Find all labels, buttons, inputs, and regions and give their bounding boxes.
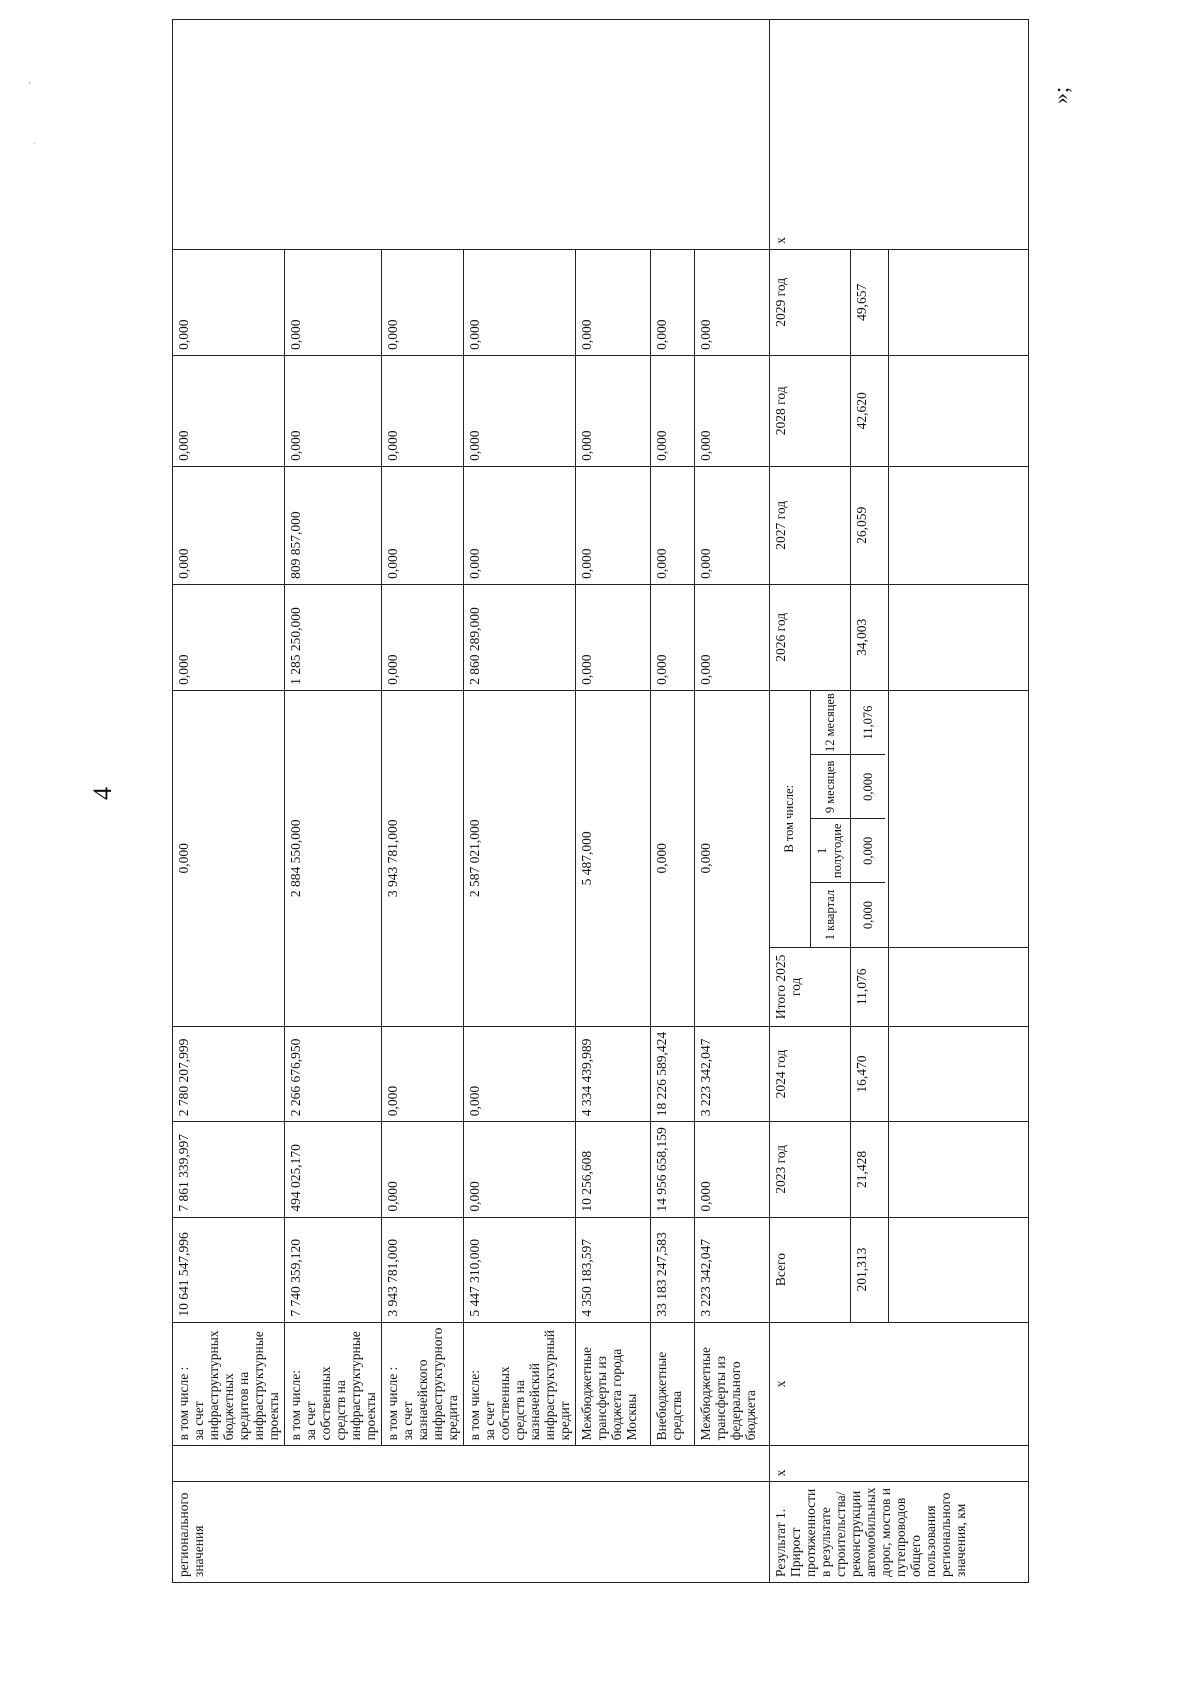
column-header: 9 месяцев xyxy=(810,755,850,819)
blank-cell xyxy=(889,690,1029,947)
mark-cell: x xyxy=(770,19,1029,249)
value-cell: 5 447 310,000 xyxy=(464,1217,576,1322)
value-cell: 3 943 781,000 xyxy=(382,690,464,1026)
table-row xyxy=(382,19,464,1582)
result-name-cell: Результат 1. Прирост протяженности в результате строительства/ реконструкции автомобильных дорог, мостов и путепроводов общего пользования регионального значения, км xyxy=(770,1482,1029,1583)
column-header: В том числе: xyxy=(770,691,810,947)
value-cell: 0,000 xyxy=(464,1122,576,1217)
source-cell: в том числе : за счет казначейского инфраструктурного кредита xyxy=(382,1322,464,1446)
column-header: 2027 год xyxy=(770,466,851,584)
value-cell: 0,000 xyxy=(695,1122,770,1217)
value-cell: 0,000 xyxy=(695,690,770,1026)
value-cell: 0,000 xyxy=(695,249,770,355)
column-header: 12 месяцев xyxy=(810,691,850,755)
value-cell: 3 943 781,000 xyxy=(382,1217,464,1322)
value-cell: 16,470 xyxy=(851,1026,889,1121)
value-cell: 3 223 342,047 xyxy=(695,1217,770,1322)
value-cell: 4 334 439,989 xyxy=(576,1026,651,1121)
value-cell: 0,000 xyxy=(382,249,464,355)
value-cell: 10 256,608 xyxy=(576,1122,651,1217)
blank-cell xyxy=(889,1217,1029,1322)
value-cell: 0,000 xyxy=(695,584,770,690)
value-cell: 0,000 xyxy=(173,466,285,584)
value-cell: 0,000 xyxy=(695,355,770,466)
source-cell: в том числе: за счет собственных средств на инфраструктурные проекты xyxy=(285,1322,382,1446)
source-cell: Межбюджетные трансферты из федерального бюджета xyxy=(695,1322,770,1446)
value-cell: 0,000 xyxy=(851,755,885,819)
table-row xyxy=(173,19,285,1582)
source-cell: в том числе : за счет инфраструктурных бюджетных кредитов на инфраструктурные проекты xyxy=(173,1322,285,1446)
mark-cell: x xyxy=(770,1322,1029,1446)
column-header: 2024 год xyxy=(770,1026,851,1121)
budget-table xyxy=(172,19,1029,1583)
blank-cell xyxy=(889,584,1029,690)
column-header: 2026 год xyxy=(770,584,851,690)
value-cell: 0,000 xyxy=(285,249,382,355)
value-cell: 0,000 xyxy=(651,249,695,355)
value-cell: 0,000 xyxy=(851,819,885,883)
value-cell: 0,000 xyxy=(651,466,695,584)
column-header: 2029 год xyxy=(770,249,851,355)
value-cell: 0,000 xyxy=(382,1122,464,1217)
column-header: 2023 год xyxy=(770,1122,851,1217)
blank-cell xyxy=(889,466,1029,584)
column-header: 2028 год xyxy=(770,355,851,466)
blank-cell xyxy=(889,947,1029,1026)
rotated-page-content xyxy=(0,3,1100,1643)
value-cell: 7 740 359,120 xyxy=(285,1217,382,1322)
value-cell: 0,000 xyxy=(382,466,464,584)
value-cell: 0,000 xyxy=(576,355,651,466)
value-cell: 11,076 xyxy=(851,691,885,755)
closing-quote-mark: »; xyxy=(1048,86,1073,104)
value-cell: 5 487,000 xyxy=(576,690,651,1026)
column-header: 1 полугодие xyxy=(810,819,850,883)
value-cell: 3 223 342,047 xyxy=(695,1026,770,1121)
value-cell: 0,000 xyxy=(576,584,651,690)
quarter-breakdown-header xyxy=(770,690,851,947)
table-row xyxy=(464,19,576,1582)
value-cell: 26,059 xyxy=(851,466,889,584)
value-cell: 809 857,000 xyxy=(285,466,382,584)
value-cell: 1 285 250,000 xyxy=(285,584,382,690)
column-header: 1 квартал xyxy=(810,883,850,947)
value-cell: 0,000 xyxy=(851,883,885,947)
column-header: Всего xyxy=(770,1217,851,1322)
value-cell: 0,000 xyxy=(464,355,576,466)
value-cell: 0,000 xyxy=(695,466,770,584)
blank-cell xyxy=(889,1026,1029,1121)
page-number: 4 xyxy=(88,787,117,800)
section-label-cell: регионального значения xyxy=(173,1482,770,1583)
value-cell: 0,000 xyxy=(576,249,651,355)
value-cell: 0,000 xyxy=(464,466,576,584)
value-cell: 0,000 xyxy=(651,690,695,1026)
scan-speck: ˝ xyxy=(33,142,37,153)
value-cell: 49,657 xyxy=(851,249,889,355)
column-header: Итого 2025 год xyxy=(770,947,851,1026)
value-cell: 2 266 676,950 xyxy=(285,1026,382,1121)
value-cell: 201,313 xyxy=(851,1217,889,1322)
value-cell: 0,000 xyxy=(576,466,651,584)
value-cell: 10 641 547,996 xyxy=(173,1217,285,1322)
value-cell: 0,000 xyxy=(464,249,576,355)
value-cell: 21,428 xyxy=(851,1122,889,1217)
table-row xyxy=(285,19,382,1582)
source-cell: в том числе: за счет собственных средств на казначейский инфраструктурный кредит xyxy=(464,1322,576,1446)
value-cell: 494 025,170 xyxy=(285,1122,382,1217)
table-row xyxy=(695,19,770,1582)
table-row xyxy=(770,19,851,1582)
scan-speck: ◦ xyxy=(28,78,32,89)
value-cell: 33 183 247,583 xyxy=(651,1217,695,1322)
value-cell: 14 956 658,159 xyxy=(651,1122,695,1217)
value-cell: 0,000 xyxy=(285,355,382,466)
blank-cell xyxy=(889,249,1029,355)
value-cell: 0,000 xyxy=(173,584,285,690)
value-cell: 0,000 xyxy=(651,355,695,466)
value-cell: 2 587 021,000 xyxy=(464,690,576,1026)
value-cell: 2 780 207,999 xyxy=(173,1026,285,1121)
value-cell: 0,000 xyxy=(464,1026,576,1121)
value-cell: 42,620 xyxy=(851,355,889,466)
value-cell: 2 860 289,000 xyxy=(464,584,576,690)
value-cell: 7 861 339,997 xyxy=(173,1122,285,1217)
table-row xyxy=(576,19,651,1582)
value-cell: 0,000 xyxy=(382,584,464,690)
value-cell: 34,003 xyxy=(851,584,889,690)
blank-cell xyxy=(889,355,1029,466)
value-cell: 0,000 xyxy=(382,355,464,466)
table-row xyxy=(651,19,695,1582)
blank-cell xyxy=(889,1122,1029,1217)
value-cell: 0,000 xyxy=(651,584,695,690)
quarter-breakdown-values xyxy=(851,690,889,947)
value-cell: 4 350 183,597 xyxy=(576,1217,651,1322)
value-cell: 0,000 xyxy=(173,355,285,466)
value-cell: 18 226 589,424 xyxy=(651,1026,695,1121)
blank-cell xyxy=(173,1446,770,1482)
value-cell: 0,000 xyxy=(382,1026,464,1121)
value-cell: 0,000 xyxy=(173,249,285,355)
value-cell: 0,000 xyxy=(173,690,285,1026)
source-cell: Внебюджетные средства xyxy=(651,1322,695,1446)
value-cell: 2 884 550,000 xyxy=(285,690,382,1026)
source-cell: Межбюджетные трансферты из бюджета города Москвы xyxy=(576,1322,651,1446)
mark-cell: x xyxy=(770,1446,1029,1482)
blank-cell xyxy=(173,19,770,249)
value-cell: 11,076 xyxy=(851,947,889,1026)
